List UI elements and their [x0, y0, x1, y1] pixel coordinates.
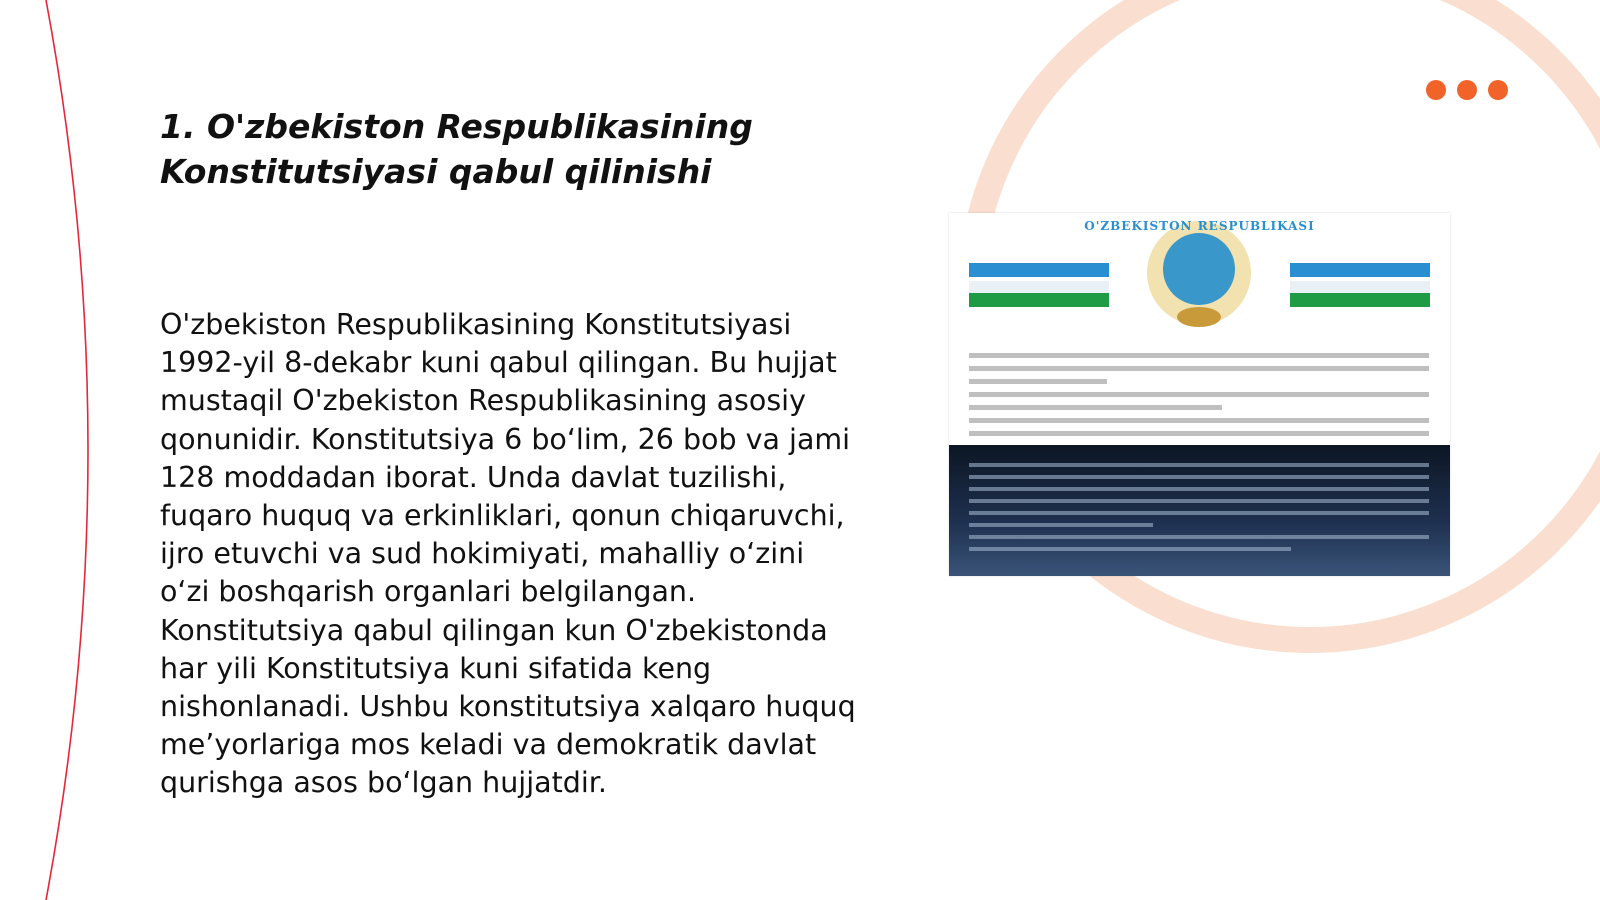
emblem-caption: O'ZBEKISTON RESPUBLIKASI: [1084, 219, 1315, 233]
dot-icon: [1426, 80, 1446, 100]
decorative-dots: [1426, 80, 1508, 100]
dot-icon: [1457, 80, 1477, 100]
document-dark-band: [949, 445, 1450, 576]
slide-title: 1. O'zbekiston Respublikasining Konstitutsiyasi qabul qilinishi: [160, 107, 753, 191]
slide-body-text: O'zbekiston Respublikasining Konstitutsiyasi 1992-yil 8-dekabr kuni qabul qilingan. Bu hujjat mustaqil O'zbekiston Respublikasining asosiy qonunidir. Konstitutsiya 6 bo‘lim, 26 bob va jami 128 moddadan iborat. Unda davlat tuzilishi, fuqaro huquq va erkinliklari, qonun chiqaruvchi, ijro etuvchi va sud hokimiyati, mahalliy o‘zini o‘zi boshqarish organlari belgilangan. Konstitutsiya qabul qilingan kun O'zbekistonda har yili Konstitutsiya kuni sifatida keng nishonlanadi. Ushbu konstitutsiya xalqaro huquq me’yorlariga mos keladi va demokratik davlat qurishga asos bo‘lgan hujjatdir.: [160, 308, 856, 800]
document-text-lines: [969, 353, 1429, 444]
constitution-document-image: [949, 213, 1450, 576]
dot-icon: [1488, 80, 1508, 100]
